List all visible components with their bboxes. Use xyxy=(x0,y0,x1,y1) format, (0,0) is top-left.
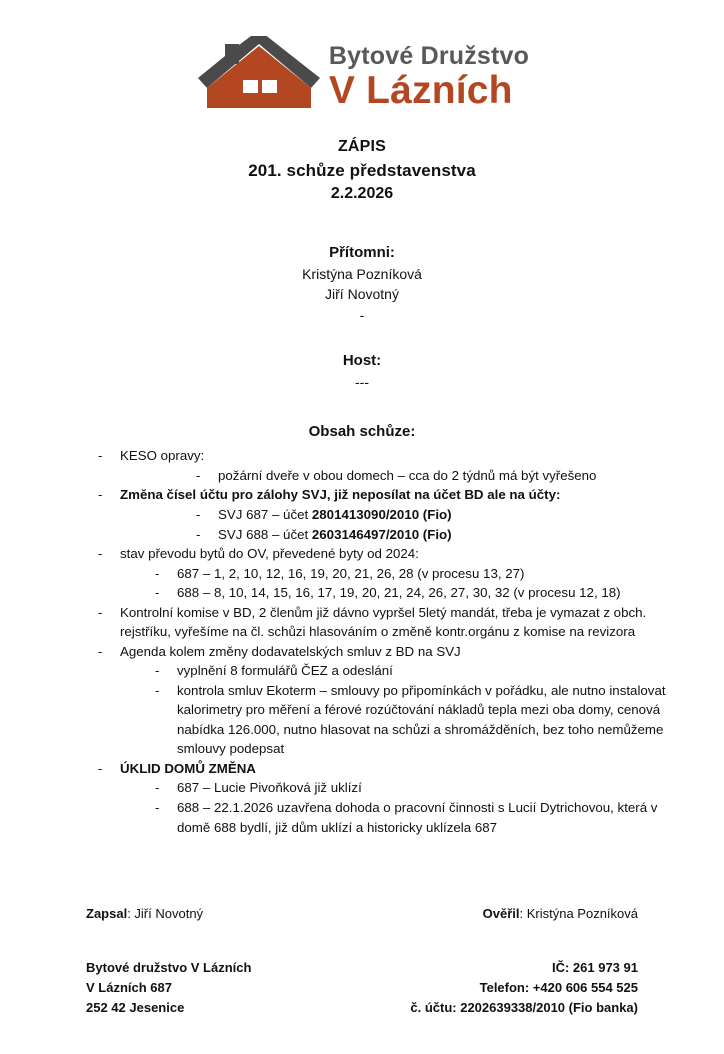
agenda-item xyxy=(0,681,682,759)
attendees-section xyxy=(0,242,724,326)
verified-by-value: Kristýna Pozníková xyxy=(526,906,638,921)
contact-details xyxy=(410,958,638,1017)
written-by: Zapsal: Jiří Novotný xyxy=(86,906,204,921)
meeting-subtitle: 201. schůze představenstva xyxy=(248,160,476,180)
host-heading: Host: xyxy=(342,351,382,369)
agenda-item-text: Agenda kolem změny dodavatelských smluv z BD na SVJ xyxy=(120,643,461,659)
agenda-item-text: SVJ 687 – účet 2801413090/2010 (Fio) xyxy=(218,507,452,522)
written-by-label: Zapsal xyxy=(86,906,128,921)
agenda-bullet: - xyxy=(98,487,103,503)
agenda-item-emphasis: 2801413090/2010 (Fio) xyxy=(311,507,452,522)
company-logo xyxy=(0,30,724,112)
host-section xyxy=(0,350,724,394)
agenda-item xyxy=(0,603,682,642)
agenda-bullet: - xyxy=(98,760,103,776)
agenda-item xyxy=(0,778,682,798)
agenda-item xyxy=(0,798,682,837)
contact-address-line: V Lázních 687 xyxy=(86,979,172,995)
agenda-bullet: - xyxy=(155,585,160,601)
attendee-name: Kristýna Pozníková xyxy=(302,265,422,282)
agenda-item-text: požární dveře v obou domech – cca do 2 týdnů má být vyřešeno xyxy=(218,467,597,483)
agenda-list xyxy=(0,446,724,837)
agenda-bullet: - xyxy=(155,682,160,698)
agenda-item-text: 687 – 1, 2, 10, 12, 16, 19, 20, 21, 26, 28 (v procesu 13, 27) xyxy=(177,565,525,581)
agenda-bullet: - xyxy=(98,643,103,659)
agenda-bullet: - xyxy=(155,663,160,679)
agenda-item xyxy=(0,642,682,662)
contact-phone: Telefon: +420 606 554 525 xyxy=(479,979,638,995)
agenda-bullet: - xyxy=(155,780,160,796)
contact-ico: IČ: 261 973 91 xyxy=(551,960,638,975)
meeting-date: 2.2.2026 xyxy=(330,184,394,202)
agenda-item xyxy=(0,661,682,681)
agenda-item xyxy=(0,505,682,525)
agenda-item xyxy=(0,759,682,779)
agenda-item xyxy=(0,583,682,603)
contact-address xyxy=(86,958,251,1017)
agenda-item-text: stav převodu bytů do OV, převedené byty od 2024: xyxy=(120,546,419,562)
agenda-item xyxy=(0,485,682,505)
contact-address-line: Bytové družstvo V Lázních xyxy=(86,960,252,975)
agenda-bullet: - xyxy=(196,507,201,522)
agenda-bullet: - xyxy=(196,526,201,542)
agenda-bullet: - xyxy=(98,604,103,620)
contact-bank-account: č. účtu: 2202639338/2010 (Fio banka) xyxy=(410,999,638,1015)
agenda-item-text: 688 – 8, 10, 14, 15, 16, 17, 19, 20, 21, 24, 26, 27, 30, 32 (v procesu 12, 18) xyxy=(177,585,621,601)
agenda-bullet: - xyxy=(98,546,103,562)
verified-by-label: Ověřil xyxy=(482,906,520,921)
agenda-item xyxy=(0,544,682,564)
agenda-item-text: vyplnění 8 formulářů ČEZ a odeslání xyxy=(177,663,393,679)
agenda-bullet: - xyxy=(98,448,103,464)
agenda-item-text: Kontrolní komise v BD, 2 členům již dávno vypršel 5letý mandát, třeba je vymazat z obch. rejstříku, vyřešíme na čl. schůzi hlasováním o změně kontr.orgánu z komise na revizora xyxy=(120,604,647,640)
house-icon xyxy=(195,36,323,112)
agenda-item-text: 687 – Lucie Pivoňková již uklízí xyxy=(177,780,362,796)
contact-footer xyxy=(86,958,638,1017)
agenda-item xyxy=(0,446,682,466)
written-by-value: Jiří Novotný xyxy=(134,906,204,921)
attendees-heading: Přítomni: xyxy=(329,243,395,261)
agenda-item-emphasis: 2603146497/2010 (Fio) xyxy=(311,526,452,542)
logo-line-2: V Lázních xyxy=(328,69,513,113)
agenda-bullet: - xyxy=(196,467,201,483)
agenda-item xyxy=(0,466,682,486)
verified-by: Ověřil: Kristýna Pozníková xyxy=(482,906,638,921)
agenda-item-text: Změna čísel účtu pro zálohy SVJ, již neposílat na účet BD ale na účty: xyxy=(120,487,561,503)
agenda-item-text: 688 – 22.1.2026 uzavřena dohoda o pracovní činnosti s Lucií Dytrichovou, která v domě 688 bydlí, již dům uklízí a historicky uklízela 687 xyxy=(177,799,658,835)
document-title-block xyxy=(0,136,724,206)
agenda-item-text: ÚKLID DOMŮ ZMĚNA xyxy=(120,760,256,776)
agenda-item-text: kontrola smluv Ekoterm – smlouvy po připomínkách v pořádku, ale nutno instalovat kalorimetry pro měření a férové rozúčtování nákladů tepla mezi oba domy, cenová nabídka 126.000, nutno hlasovat na schůzi a shromážděních, bez toho nemůžeme smlouvy podepsat xyxy=(177,682,666,757)
agenda-item xyxy=(0,525,682,545)
logo-wordmark xyxy=(329,44,529,112)
signature-row xyxy=(86,906,638,921)
attendee-name: Jiří Novotný xyxy=(325,286,399,303)
agenda-item-text: KESO opravy: xyxy=(120,448,205,464)
agenda-heading: Obsah schůze: xyxy=(308,423,416,441)
host-value: --- xyxy=(355,374,369,391)
agenda-item-text: SVJ 688 – účet 2603146497/2010 (Fio) xyxy=(218,526,452,542)
attendees-placeholder: - xyxy=(359,307,365,324)
document-page xyxy=(0,30,724,1054)
agenda-bullet: - xyxy=(155,799,160,815)
agenda-item xyxy=(0,564,682,584)
contact-address-line: 252 42 Jesenice xyxy=(86,999,185,1015)
logo-line-1: Bytové Družstvo xyxy=(328,42,530,71)
page-title: ZÁPIS xyxy=(337,138,387,155)
agenda-bullet: - xyxy=(155,565,160,581)
